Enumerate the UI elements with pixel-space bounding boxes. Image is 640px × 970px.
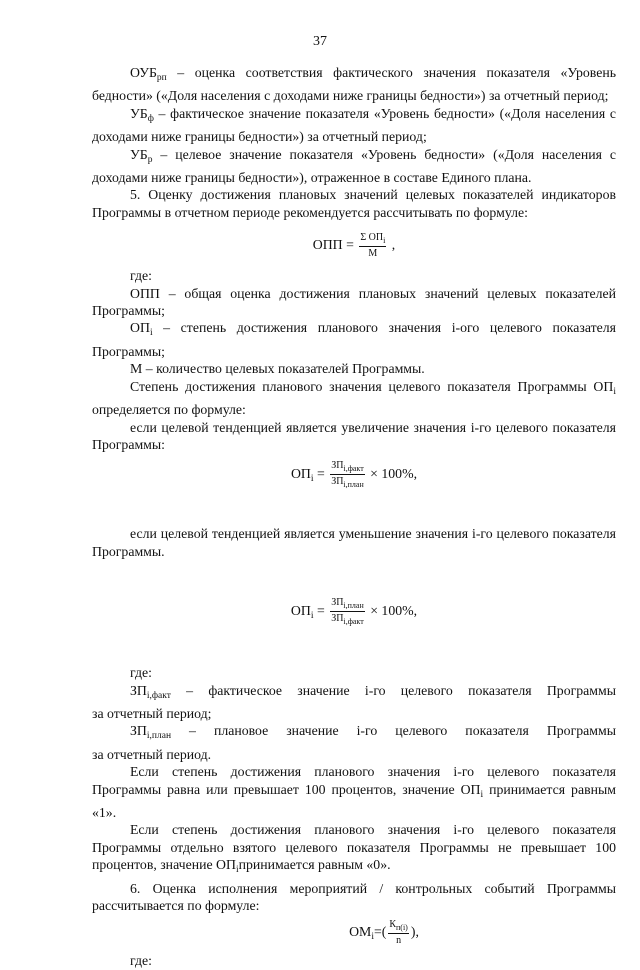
formula-fraction (330, 598, 365, 626)
paragraph-text: Степень достижения планового значения целевого показателя Программы ОП (130, 378, 614, 394)
symbol: УБ (130, 146, 148, 162)
symbol-subscript: i (149, 328, 153, 339)
paragraph-oub (92, 64, 616, 105)
where-label: где: (130, 665, 152, 681)
formula-left-subscript: i (310, 474, 314, 485)
paragraph-text: – оценка соответствия фактического значения показателя «Уровень бедности» («Доля населения с доходами ниже границы бедности») за отчетный период; (92, 65, 616, 104)
formula-tail: ), (410, 924, 419, 940)
paragraph-zp-plan-cont: за отчетный период. (92, 746, 212, 762)
fraction-numerator (330, 598, 365, 612)
paragraph-text: – фактическое значение показателя «Уровень бедности» («Доля населения с доходами ниже границы бедности») за отчетный период; (92, 105, 616, 145)
document-body (92, 64, 616, 970)
formula-tail: × 100%, (366, 466, 418, 482)
paragraph-text: – плановое значение i-го целевого показателя Программы (171, 723, 616, 739)
symbol-subscript: ф (147, 113, 154, 124)
fraction-numerator (388, 920, 409, 934)
paragraph-m-def: М – количество целевых показателей Программы. (130, 361, 425, 377)
paragraph-text: Если степень достижения планового значения i-го целевого показателя Программы отдельно взятого целевого показателя Программы не превышает 100 процентов, значение ОП (92, 822, 616, 873)
formula-fraction (359, 233, 386, 259)
denominator-subscript: i,факт (343, 617, 364, 627)
formula-equals: =( (373, 924, 387, 940)
fraction-denominator: n (396, 935, 402, 947)
formula-tail: , (388, 237, 396, 253)
symbol: УБ (130, 105, 148, 121)
paragraph-item-6: 6. Оценка исполнения мероприятий / контрольных событий Программы рассчитывается по формуле: (92, 880, 616, 913)
formula-omi (152, 920, 616, 946)
paragraph-opp-def: ОПП – общая оценка достижения плановых значений целевых показателей Программы; (92, 285, 616, 319)
paragraph-text: Если степень достижения планового значения i-го целевого показателя Программы равна или превышает 100 процентов, значение ОП (92, 764, 616, 797)
numerator-subscript: i,факт (343, 464, 364, 474)
numerator-text: Σ ОП (360, 232, 384, 244)
formula-left: ОП (290, 603, 311, 619)
fraction-denominator: М (368, 248, 378, 260)
paragraph-item-5: 5. Оценку достижения плановых значений целевых показателей индикаторов Программы в отчетном периоде рекомендуется рассчитывать по формуле: (92, 187, 616, 220)
fraction-denominator (330, 475, 364, 489)
fraction-numerator (359, 233, 386, 247)
numerator-text: ЗП (331, 460, 344, 472)
paragraph-zp-plan (92, 722, 616, 745)
formula-left: ОП (290, 466, 311, 482)
formula-fraction (330, 461, 364, 489)
where-label: где: (130, 953, 152, 969)
fraction-denominator (330, 612, 365, 626)
where-label: где: (130, 268, 152, 284)
symbol: ЗП (130, 682, 147, 698)
symbol: ОП (130, 320, 150, 336)
formula-opi-decrease (92, 598, 616, 626)
paragraph-rule-0 (92, 821, 616, 879)
denominator-subscript: i,план (343, 480, 364, 490)
formula-opp (92, 233, 616, 259)
paragraph-text: определяется по формуле: (92, 402, 246, 418)
symbol: ОУБ (130, 65, 157, 80)
paragraph-zp-fact-cont: за отчетный период; (92, 705, 212, 721)
paragraph-rule-1 (92, 763, 616, 821)
paragraph-decrease: если целевой тенденцией является уменьшение значения i-го целевого показателя Программы. (92, 526, 616, 559)
formula-tail: × 100%, (366, 603, 418, 619)
paragraph-text: – степень достижения планового значения i-ого целевого показателя Программы; (92, 320, 616, 359)
formula-left: ОПП = (312, 237, 358, 253)
numerator-text: ЗП (331, 597, 344, 609)
symbol-subscript: i,план (146, 731, 172, 742)
fraction-numerator (330, 461, 364, 475)
paragraph-increase: если целевой тенденцией является увеличение значения i-го целевого показателя Программы: (92, 419, 616, 452)
paragraph-ubf (92, 105, 616, 146)
numerator-text: К (389, 919, 397, 931)
formula-left-subscript: i (310, 611, 314, 622)
page-number: 37 (313, 34, 327, 49)
formula-equals: = (313, 466, 329, 482)
paragraph-ubr (92, 146, 616, 187)
formula-left: ОМ (349, 924, 372, 940)
paragraph-opi-def (92, 319, 616, 360)
symbol-subscript: рп (156, 73, 167, 83)
formula-fraction (388, 920, 409, 946)
paragraph-zp-fact (92, 682, 616, 705)
symbol-subscript: i (613, 386, 616, 397)
symbol-subscript: р (147, 154, 153, 165)
denominator-text: ЗП (331, 476, 344, 488)
formula-left-subscript: i (371, 932, 374, 943)
symbol-subscript: i (235, 865, 239, 876)
formula-opi-increase (92, 461, 616, 489)
numerator-subscript: п(i) (396, 923, 408, 933)
symbol-subscript: i (480, 789, 484, 800)
symbol: ЗП (130, 723, 147, 739)
paragraph-opi-intro (92, 378, 616, 419)
paragraph-text: – фактическое значение i-го целевого показателя Программы (170, 682, 616, 698)
symbol-subscript: i,факт (146, 690, 171, 701)
formula-equals: = (313, 603, 329, 619)
numerator-subscript: i (383, 236, 386, 246)
numerator-subscript: i,план (343, 601, 364, 611)
denominator-text: ЗП (331, 613, 344, 625)
paragraph-text: – целевое значение показателя «Уровень бедности» («Доля населения с доходами ниже границы бедности»), отраженное в составе Единого плана. (92, 146, 616, 186)
paragraph-text: принимается равным «1». (92, 781, 616, 820)
paragraph-text: принимается равным «0». (238, 857, 391, 873)
